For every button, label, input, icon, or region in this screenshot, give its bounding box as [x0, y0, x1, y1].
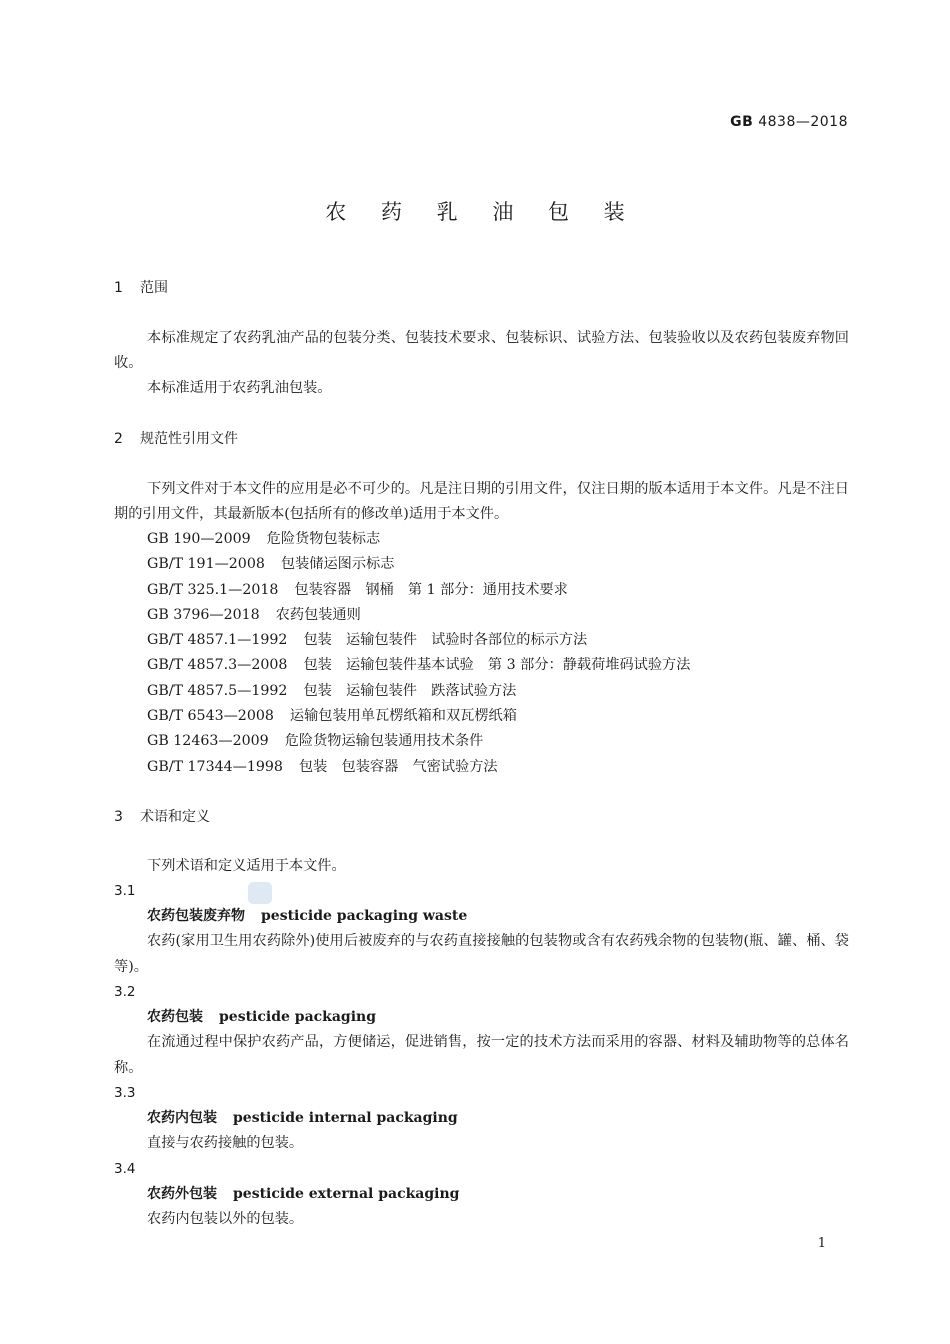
standard-number: 4838—2018 — [758, 114, 848, 130]
term-zh: 农药外包装 — [147, 1185, 217, 1202]
terms-body — [114, 854, 849, 1232]
reference-list — [114, 527, 849, 780]
section-title: 规范性引用文件 — [140, 431, 238, 447]
term-title — [114, 1005, 849, 1030]
list-item — [114, 679, 849, 704]
term-title — [114, 1182, 849, 1207]
list-item — [114, 653, 849, 678]
term-en: pesticide packaging — [219, 1009, 377, 1025]
term-entry — [114, 1157, 849, 1233]
section-title: 范围 — [140, 280, 168, 296]
term-definition: 农药(家用卫生用农药除外)使用后被废弃的与农药直接接触的包装物或含有农药残余物的包装物(瓶、罐、桶、袋等)。 — [114, 933, 849, 975]
section-number: 2 — [114, 431, 123, 447]
ref-code: GB 190—2009 — [147, 531, 251, 547]
term-definition: 在流通过程中保护农药产品，方便储运，促进销售，按一定的技术方法而采用的容器、材料及辅助物等的总体名称。 — [114, 1034, 849, 1076]
ref-code: GB/T 4857.1—1992 — [147, 632, 288, 649]
ref-code: GB 12463—2009 — [147, 733, 269, 750]
ref-code: GB/T 6543—2008 — [147, 708, 274, 725]
section-heading-terms — [114, 807, 849, 827]
document-title: 农 药 乳 油 包 装 — [325, 200, 639, 224]
ref-title: 危险货物包装标志 — [266, 531, 381, 547]
term-definition: 直接与农药接触的包装。 — [147, 1135, 304, 1151]
paragraph: 下列文件对于本文件的应用是必不可少的。凡是注日期的引用文件，仅注日期的版本适用于本文件。凡是不注日期的引用文件，其最新版本(包括所有的修改单)适用于本文件。 — [114, 481, 849, 522]
ref-code: GB/T 325.1—2018 — [147, 581, 279, 598]
term-en: pesticide packaging waste — [261, 908, 468, 924]
ref-title: 包装 运输包装件基本试验 第 3 部分：静载荷堆码试验方法 — [303, 657, 691, 674]
paragraph: 本标准适用于农药乳油包装。 — [147, 380, 332, 396]
paragraph: 本标准规定了农药乳油产品的包装分类、包装技术要求、包装标识、试验方法、包装验收以及农药包装废弃物回收。 — [114, 330, 849, 371]
term-zh: 农药内包装 — [147, 1110, 217, 1126]
ref-title: 包装 包装容器 气密试验方法 — [298, 758, 498, 775]
page-number: 1 — [817, 1236, 826, 1251]
ref-title: 农药包装通则 — [275, 606, 361, 623]
term-en: pesticide external packaging — [233, 1185, 460, 1202]
term-number: 3.4 — [114, 1160, 136, 1177]
term-title — [114, 1106, 849, 1131]
term-entry — [114, 879, 849, 980]
ref-title: 包装储运图示标志 — [280, 556, 395, 573]
scope-body — [114, 326, 849, 401]
ref-title: 危险货物运输包装通用技术条件 — [284, 733, 484, 750]
ref-title: 运输包装用单瓦楞纸箱和双瓦楞纸箱 — [289, 708, 517, 725]
list-item — [114, 578, 849, 603]
list-item — [114, 527, 849, 552]
term-en: pesticide internal packaging — [233, 1110, 458, 1126]
term-title — [114, 904, 849, 929]
term-number: 3.2 — [114, 984, 136, 1000]
list-item — [114, 704, 849, 729]
list-item — [114, 729, 849, 754]
section-heading-refs — [114, 429, 849, 449]
paragraph: 下列术语和定义适用于本文件。 — [147, 858, 346, 874]
section-number: 3 — [114, 809, 123, 825]
term-number: 3.3 — [114, 1085, 136, 1101]
ref-code: GB/T 4857.3—2008 — [147, 657, 288, 674]
ref-code: GB/T 17344—1998 — [147, 758, 283, 775]
section-title: 术语和定义 — [140, 809, 210, 825]
term-zh: 农药包装废弃物 — [147, 908, 245, 924]
term-entry — [114, 1081, 849, 1157]
term-entry — [114, 980, 849, 1081]
standard-prefix: GB — [730, 114, 754, 130]
section-heading-scope — [114, 278, 849, 298]
list-item — [114, 552, 849, 577]
term-number: 3.1 — [114, 883, 136, 899]
term-definition: 农药内包装以外的包装。 — [147, 1210, 304, 1227]
ref-code: GB/T 4857.5—1992 — [147, 682, 288, 699]
section-number: 1 — [114, 280, 123, 296]
standard-code — [730, 114, 848, 130]
term-zh: 农药包装 — [147, 1009, 203, 1025]
ref-title: 包装 运输包装件 跌落试验方法 — [303, 682, 517, 699]
ref-title: 包装 运输包装件 试验时各部位的标示方法 — [303, 632, 588, 649]
refs-body — [114, 477, 849, 780]
watermark-logo — [248, 882, 272, 904]
ref-code: GB/T 191—2008 — [147, 556, 265, 573]
ref-code: GB 3796—2018 — [147, 606, 260, 623]
ref-title: 包装容器 钢桶 第 1 部分：通用技术要求 — [294, 581, 568, 598]
list-item — [114, 628, 849, 653]
list-item — [114, 755, 849, 780]
list-item — [114, 603, 849, 628]
